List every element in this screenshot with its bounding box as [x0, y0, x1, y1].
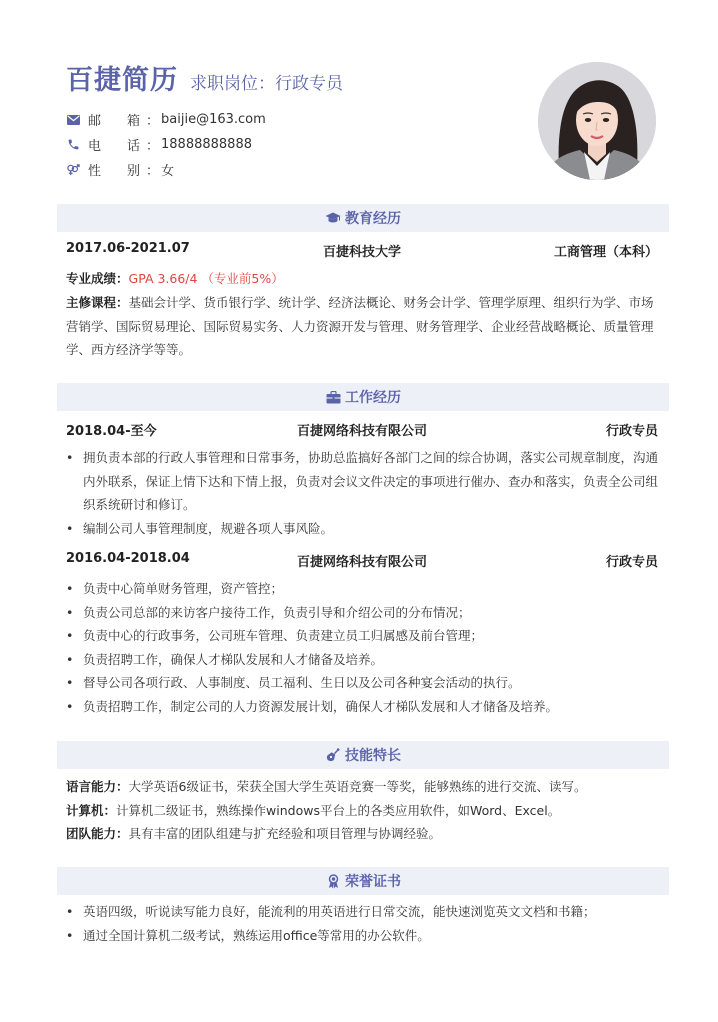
list-item: • 负责公司总部的来访客户接待工作，负责引导和介绍公司的分布情况；: [66, 601, 660, 625]
skill-label: 语言能力：: [66, 779, 129, 794]
education-gpa: [66, 267, 660, 291]
contact-label: 电 话: [88, 139, 141, 154]
work-company: 百捷网络科技有限公司: [296, 424, 427, 439]
skill-text: 具有丰富的团队组建与扩充经验和项目管理与协调经验。: [128, 826, 442, 841]
education-courses: [66, 291, 660, 362]
section-honors-header: [57, 867, 669, 895]
courses-text: 基础会计学、货币银行学、统计学、经济法概论、财务会计学、管理学原理、组织行为学、市场营销学、国际贸易理论、国际贸易实务、人力资源开发与管理、财务管理学、企业经营战略概论、质量管理学、西方经济学等等。: [66, 295, 654, 357]
guitar-icon: [325, 747, 341, 763]
education-major: 工商管理（本科）: [553, 245, 658, 260]
graduation-cap-icon: [325, 210, 341, 226]
section-education-header: [57, 204, 669, 232]
list-item: • 负责招聘工作，确保人才梯队发展和人才储备及培养。: [66, 648, 660, 672]
list-item: • 通过全国计算机二级考试，熟练运用office等常用的办公软件。: [66, 924, 660, 948]
skill-item: [66, 799, 660, 823]
resume-name: 百捷简历: [66, 65, 178, 96]
contact-value: 18888888888: [161, 137, 252, 152]
list-item: • 负责中心的行政事务，公司班车管理、负责建立员工归属感及前台管理；: [66, 624, 660, 648]
gpa-label: 专业成绩：: [66, 271, 129, 286]
title-row: [66, 58, 536, 97]
skill-label: 团队能力：: [66, 826, 129, 841]
contact-value: 女: [161, 164, 175, 179]
list-item: • 拥负责本部的行政人事管理和日常事务，协助总监搞好各部门之间的综合协调，落实公司规章制度，沟通内外联系，保证上情下达和下情上报，负责对会议文件决定的事项进行催办、查办和落实，负责全公司组织系统研讨和修订。: [66, 446, 660, 517]
contact-gender: 性 别 ： 女: [66, 157, 536, 182]
courses-label: 主修课程：: [66, 295, 129, 310]
list-item: • 编制公司人事管理制度，规避各项人事风险。: [66, 517, 660, 541]
section-title: 教育经历: [345, 211, 401, 227]
work-date: 2016.04-2018.04: [66, 551, 190, 566]
skill-label: 计算机：: [66, 802, 117, 818]
contact-value: baijie@163.com: [161, 112, 266, 127]
work-duties: [66, 446, 660, 540]
list-item: • 督导公司各项行政、人事制度、员工福利、生日以及公司各种宴会活动的执行。: [66, 671, 660, 695]
education-date: 2017.06-2021.07: [66, 241, 190, 256]
skill-text: 计算机二级证书，熟练操作windows平台上的各类应用软件，如Word、Excel。: [116, 802, 561, 818]
education-row: [66, 241, 658, 261]
list-item: • 负责中心简单财务管理，资产管控；: [66, 577, 660, 601]
award-icon: [325, 873, 341, 889]
work-row: [66, 420, 658, 440]
work-role: 行政专员: [605, 555, 658, 570]
contact-email: 邮 箱 ： baijie@163.com: [66, 107, 536, 132]
list-item: • 英语四级，听说读写能力良好，能流利的用英语进行日常交流，能快速浏览英文文档和书籍；: [66, 900, 660, 924]
phone-icon: [66, 138, 80, 152]
skill-item: [66, 822, 660, 846]
contact-label: 性 别: [88, 164, 141, 179]
skill-item: [66, 775, 660, 799]
contact-label: 邮 箱: [88, 114, 141, 129]
briefcase-icon: [325, 389, 341, 405]
section-title: 荣誉证书: [345, 874, 401, 890]
gpa-value: GPA 3.66/4 （专业前5%）: [128, 271, 284, 286]
job-target: 求职岗位：行政专员: [190, 74, 343, 94]
gender-icon: [66, 163, 80, 177]
section-title: 技能特长: [345, 748, 401, 764]
profile-photo: [538, 62, 656, 180]
skill-text: 大学英语6级证书，荣获全国大学生英语竞赛一等奖，能够熟练的进行交流、读写。: [128, 779, 587, 794]
work-company: 百捷网络科技有限公司: [296, 555, 427, 570]
honors-list: [66, 900, 660, 947]
work-duties: [66, 577, 660, 718]
section-title: 工作经历: [345, 390, 401, 406]
resume-header: [66, 58, 536, 182]
work-role: 行政专员: [605, 424, 658, 439]
mail-icon: [66, 113, 80, 127]
work-row: [66, 551, 658, 571]
section-skills-header: [57, 741, 669, 769]
contact-phone: 电 话 ： 18888888888: [66, 132, 536, 157]
list-item: • 负责招聘工作，制定公司的人力资源发展计划，确保人才梯队发展和人才储备及培养。: [66, 695, 660, 719]
skills-list: [66, 775, 660, 846]
contact-info: [66, 107, 536, 182]
education-school: 百捷科技大学: [322, 245, 401, 260]
section-work-header: [57, 383, 669, 411]
work-date: 2018.04-至今: [66, 424, 157, 439]
